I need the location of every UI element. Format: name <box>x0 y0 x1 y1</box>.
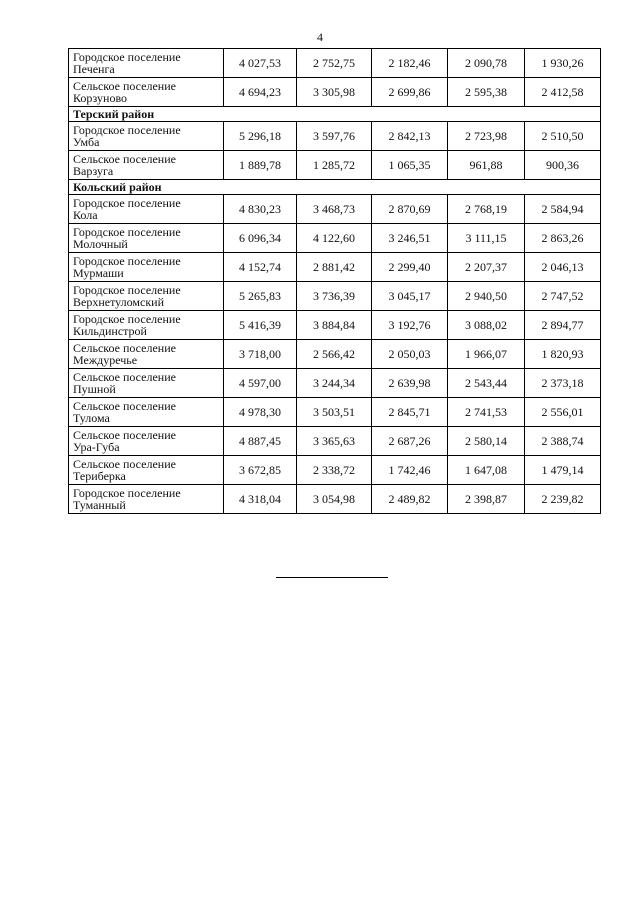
value-cell: 1 285,72 <box>297 151 372 180</box>
settlement-name-cell <box>69 427 224 456</box>
settlement-name-cell <box>69 122 224 151</box>
settlement-name: Междуречье <box>73 353 138 367</box>
value-cell: 1 889,78 <box>224 151 297 180</box>
settlement-name: Териберка <box>73 469 126 483</box>
value-cell: 3 736,39 <box>297 282 372 311</box>
value-cell: 1 479,14 <box>525 456 601 485</box>
value-cell: 2 489,82 <box>372 485 448 514</box>
value-cell: 3 088,02 <box>448 311 525 340</box>
value-cell: 2 894,77 <box>525 311 601 340</box>
value-cell: 2 412,58 <box>525 78 601 107</box>
value-cell: 2 699,86 <box>372 78 448 107</box>
table-row <box>69 122 601 151</box>
value-cell: 3 884,84 <box>297 311 372 340</box>
settlement-name: Ура-Губа <box>73 440 120 454</box>
settlement-name: Кола <box>73 208 98 222</box>
value-cell: 5 296,18 <box>224 122 297 151</box>
closing-rule <box>276 577 388 578</box>
settlement-type: Городское поселение <box>73 485 181 500</box>
value-cell: 4 152,74 <box>224 253 297 282</box>
settlement-type: Городское поселение <box>73 311 181 326</box>
settlement-name-cell <box>69 311 224 340</box>
value-cell: 3 503,51 <box>297 398 372 427</box>
value-cell: 2 580,14 <box>448 427 525 456</box>
settlement-type: Сельское поселение <box>73 78 176 93</box>
value-cell: 2 566,42 <box>297 340 372 369</box>
value-cell: 2 881,42 <box>297 253 372 282</box>
value-cell: 2 768,19 <box>448 195 525 224</box>
district-header-row <box>69 180 601 195</box>
district-header-row <box>69 107 601 122</box>
settlement-type: Сельское поселение <box>73 427 176 442</box>
tariff-table <box>68 48 601 514</box>
settlement-name-cell <box>69 485 224 514</box>
settlement-type: Сельское поселение <box>73 456 176 471</box>
value-cell: 2 388,74 <box>525 427 601 456</box>
value-cell: 1 647,08 <box>448 456 525 485</box>
table-row <box>69 195 601 224</box>
value-cell: 3 305,98 <box>297 78 372 107</box>
value-cell: 2 842,13 <box>372 122 448 151</box>
table-row <box>69 456 601 485</box>
settlement-name: Умба <box>73 135 100 149</box>
value-cell: 2 595,38 <box>448 78 525 107</box>
settlement-name: Печенга <box>73 62 115 76</box>
value-cell: 2 940,50 <box>448 282 525 311</box>
value-cell: 2 747,52 <box>525 282 601 311</box>
value-cell: 2 239,82 <box>525 485 601 514</box>
value-cell: 961,88 <box>448 151 525 180</box>
value-cell: 3 111,15 <box>448 224 525 253</box>
value-cell: 2 584,94 <box>525 195 601 224</box>
value-cell: 1 930,26 <box>525 49 601 78</box>
table-row <box>69 49 601 78</box>
value-cell: 2 741,53 <box>448 398 525 427</box>
value-cell: 4 978,30 <box>224 398 297 427</box>
settlement-name-cell <box>69 340 224 369</box>
table-row <box>69 282 601 311</box>
settlement-type: Сельское поселение <box>73 340 176 355</box>
value-cell: 2 687,26 <box>372 427 448 456</box>
table-row <box>69 224 601 253</box>
table-row <box>69 151 601 180</box>
value-cell: 4 318,04 <box>224 485 297 514</box>
settlement-name: Пушной <box>73 382 116 396</box>
settlement-name: Молочный <box>73 237 128 251</box>
table-row <box>69 253 601 282</box>
table-row <box>69 311 601 340</box>
settlement-name-cell <box>69 151 224 180</box>
settlement-name: Верхнетуломский <box>73 295 164 309</box>
value-cell: 2 845,71 <box>372 398 448 427</box>
value-cell: 1 742,46 <box>372 456 448 485</box>
value-cell: 2 863,26 <box>525 224 601 253</box>
value-cell: 3 597,76 <box>297 122 372 151</box>
value-cell: 2 543,44 <box>448 369 525 398</box>
table-row <box>69 340 601 369</box>
settlement-name: Мурмаши <box>73 266 124 280</box>
settlement-name-cell <box>69 456 224 485</box>
value-cell: 1 065,35 <box>372 151 448 180</box>
value-cell: 2 050,03 <box>372 340 448 369</box>
table-row <box>69 427 601 456</box>
value-cell: 1 966,07 <box>448 340 525 369</box>
value-cell: 4 830,23 <box>224 195 297 224</box>
value-cell: 3 045,17 <box>372 282 448 311</box>
value-cell: 2 752,75 <box>297 49 372 78</box>
value-cell: 2 046,13 <box>525 253 601 282</box>
settlement-type: Сельское поселение <box>73 151 176 166</box>
value-cell: 4 027,53 <box>224 49 297 78</box>
value-cell: 3 468,73 <box>297 195 372 224</box>
settlement-type: Сельское поселение <box>73 369 176 384</box>
value-cell: 3 672,85 <box>224 456 297 485</box>
settlement-name: Туманный <box>73 498 126 512</box>
settlement-type: Городское поселение <box>73 122 181 137</box>
value-cell: 2 373,18 <box>525 369 601 398</box>
settlement-type: Городское поселение <box>73 253 181 268</box>
value-cell: 2 398,87 <box>448 485 525 514</box>
table-row <box>69 398 601 427</box>
value-cell: 2 207,37 <box>448 253 525 282</box>
settlement-name-cell <box>69 369 224 398</box>
settlement-name-cell <box>69 224 224 253</box>
value-cell: 2 870,69 <box>372 195 448 224</box>
value-cell: 3 246,51 <box>372 224 448 253</box>
value-cell: 2 556,01 <box>525 398 601 427</box>
settlement-name-cell <box>69 398 224 427</box>
value-cell: 6 096,34 <box>224 224 297 253</box>
value-cell: 2 299,40 <box>372 253 448 282</box>
value-cell: 2 338,72 <box>297 456 372 485</box>
settlement-name: Варзуга <box>73 164 114 178</box>
value-cell: 3 192,76 <box>372 311 448 340</box>
settlement-type: Городское поселение <box>73 282 181 297</box>
settlement-name-cell <box>69 253 224 282</box>
value-cell: 2 182,46 <box>372 49 448 78</box>
settlement-name: Кильдинстрой <box>73 324 147 338</box>
value-cell: 2 723,98 <box>448 122 525 151</box>
page-number: 4 <box>317 30 323 44</box>
value-cell: 1 820,93 <box>525 340 601 369</box>
settlement-name: Тулома <box>73 411 110 425</box>
settlement-name-cell <box>69 49 224 78</box>
settlement-name: Корзуново <box>73 91 128 105</box>
value-cell: 4 122,60 <box>297 224 372 253</box>
table-body <box>69 49 601 514</box>
value-cell: 2 090,78 <box>448 49 525 78</box>
table-row <box>69 78 601 107</box>
value-cell: 3 054,98 <box>297 485 372 514</box>
settlement-type: Городское поселение <box>73 49 181 64</box>
value-cell: 5 416,39 <box>224 311 297 340</box>
value-cell: 3 718,00 <box>224 340 297 369</box>
settlement-type: Городское поселение <box>73 224 181 239</box>
value-cell: 4 597,00 <box>224 369 297 398</box>
settlement-name-cell <box>69 195 224 224</box>
value-cell: 2 639,98 <box>372 369 448 398</box>
value-cell: 4 887,45 <box>224 427 297 456</box>
value-cell: 2 510,50 <box>525 122 601 151</box>
table-row <box>69 485 601 514</box>
table-row <box>69 369 601 398</box>
value-cell: 900,36 <box>525 151 601 180</box>
settlement-name-cell <box>69 282 224 311</box>
value-cell: 3 365,63 <box>297 427 372 456</box>
value-cell: 4 694,23 <box>224 78 297 107</box>
settlement-name-cell <box>69 78 224 107</box>
district-title: Кольский район <box>69 180 601 195</box>
value-cell: 5 265,83 <box>224 282 297 311</box>
district-title: Терский район <box>69 107 601 122</box>
settlement-type: Городское поселение <box>73 195 181 210</box>
settlement-type: Сельское поселение <box>73 398 176 413</box>
value-cell: 3 244,34 <box>297 369 372 398</box>
